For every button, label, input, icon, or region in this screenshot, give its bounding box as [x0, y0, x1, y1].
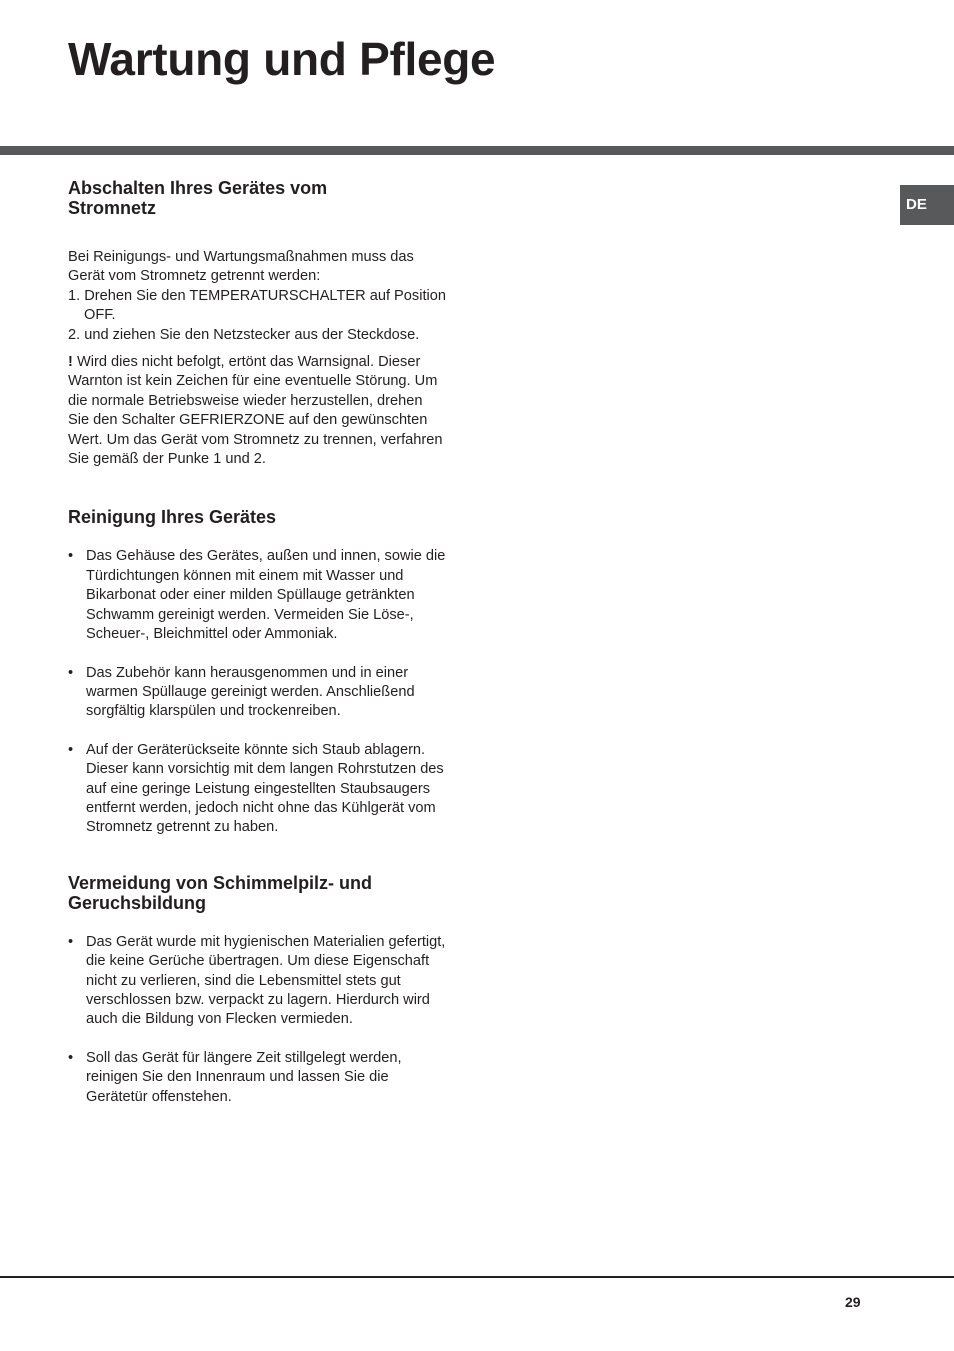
language-tab: DE: [900, 185, 954, 225]
list-item: • Das Gerät wurde mit hygienischen Materialien gefertigt, die keine Gerüche übertragen. Um diese Eigenschaft nicht zu verlieren, sind die Lebensmittel stets gut verschlossen bzw. verpackt zu lagern. Hierdurch wird auch die Bildung von Flecken vermieden.: [68, 933, 446, 1028]
bullet-icon: •: [68, 1049, 74, 1066]
bullet-icon: •: [68, 548, 74, 565]
bullet-icon: •: [68, 933, 74, 950]
list-item: • Soll das Gerät für längere Zeit stillgelegt werden, reinigen Sie den Innenraum und lassen Sie die Gerätetür offenstehen.: [68, 1049, 402, 1105]
list-item: • Das Gehäuse des Gerätes, außen und innen, sowie die Türdichtungen können mit einem mit Wasser und Bikarbonat oder einer milden Spüllauge getränkten Schwamm gereinigt werden. Vermeiden Sie Löse-, Scheuer-, Bleichmittel oder Ammoniak.: [68, 548, 446, 643]
section-heading: Vermeidung von Schimmelpilz- und Geruchsbildung: [68, 872, 373, 913]
bullet-list: [68, 547, 446, 837]
bottom-divider: [0, 1276, 954, 1278]
list-item: • Auf der Geräterückseite könnte sich Staub ablagern. Dieser kann vorsichtig mit dem langen Rohrstutzen des auf eine geringe Leistung eingestellten Staubsaugers entfernt werden, jedoch nicht ohne das Kühlgerät vom Stromnetz getrennt zu haben.: [68, 741, 444, 836]
section-heading: Reinigung Ihres Gerätes: [68, 507, 277, 528]
content-column: [68, 178, 446, 1107]
step-item: 2. und ziehen Sie den Netzstecker aus der Steckdose.: [68, 326, 420, 343]
section-heading: Abschalten Ihres Gerätes vom Stromnetz: [68, 178, 328, 218]
bullet-icon: •: [68, 741, 74, 758]
warning-note: [68, 353, 446, 469]
section-cleaning: [68, 507, 446, 837]
warning-text: Wird dies nicht befolgt, ertönt das Warnsignal. Dieser Warnton ist kein Zeichen für eine eventuelle Störung. Um die normale Betriebsweise wieder herzustellen, drehen Sie den Schalter GEFRIERZONE auf den gewünschten Wert. Um das Gerät vom Stromnetz zu trennen, verfahren Sie gemäß der Punke 1 und 2.: [68, 354, 443, 468]
page-number: 29: [845, 1294, 861, 1310]
intro-text: Bei Reinigungs- und Wartungsmaßnahmen muss das Gerät vom Stromnetz getrennt werden:: [68, 249, 414, 285]
page-title: Wartung und Pflege: [68, 33, 496, 85]
step-item: 1. Drehen Sie den TEMPERATURSCHALTER auf Position OFF.: [68, 287, 446, 324]
section-mold-prevention: [68, 873, 446, 1107]
section-disconnect: [68, 178, 446, 469]
bullet-icon: •: [68, 664, 74, 681]
steps-list: [68, 287, 446, 345]
top-divider-bar: [0, 146, 954, 155]
bullet-list: [68, 933, 446, 1107]
warning-mark: !: [68, 354, 73, 371]
list-item: • Das Zubehör kann herausgenommen und in einer warmen Spüllauge gereinigt werden. Anschließend sorgfältig klarspülen und trockenreiben.: [68, 664, 415, 720]
